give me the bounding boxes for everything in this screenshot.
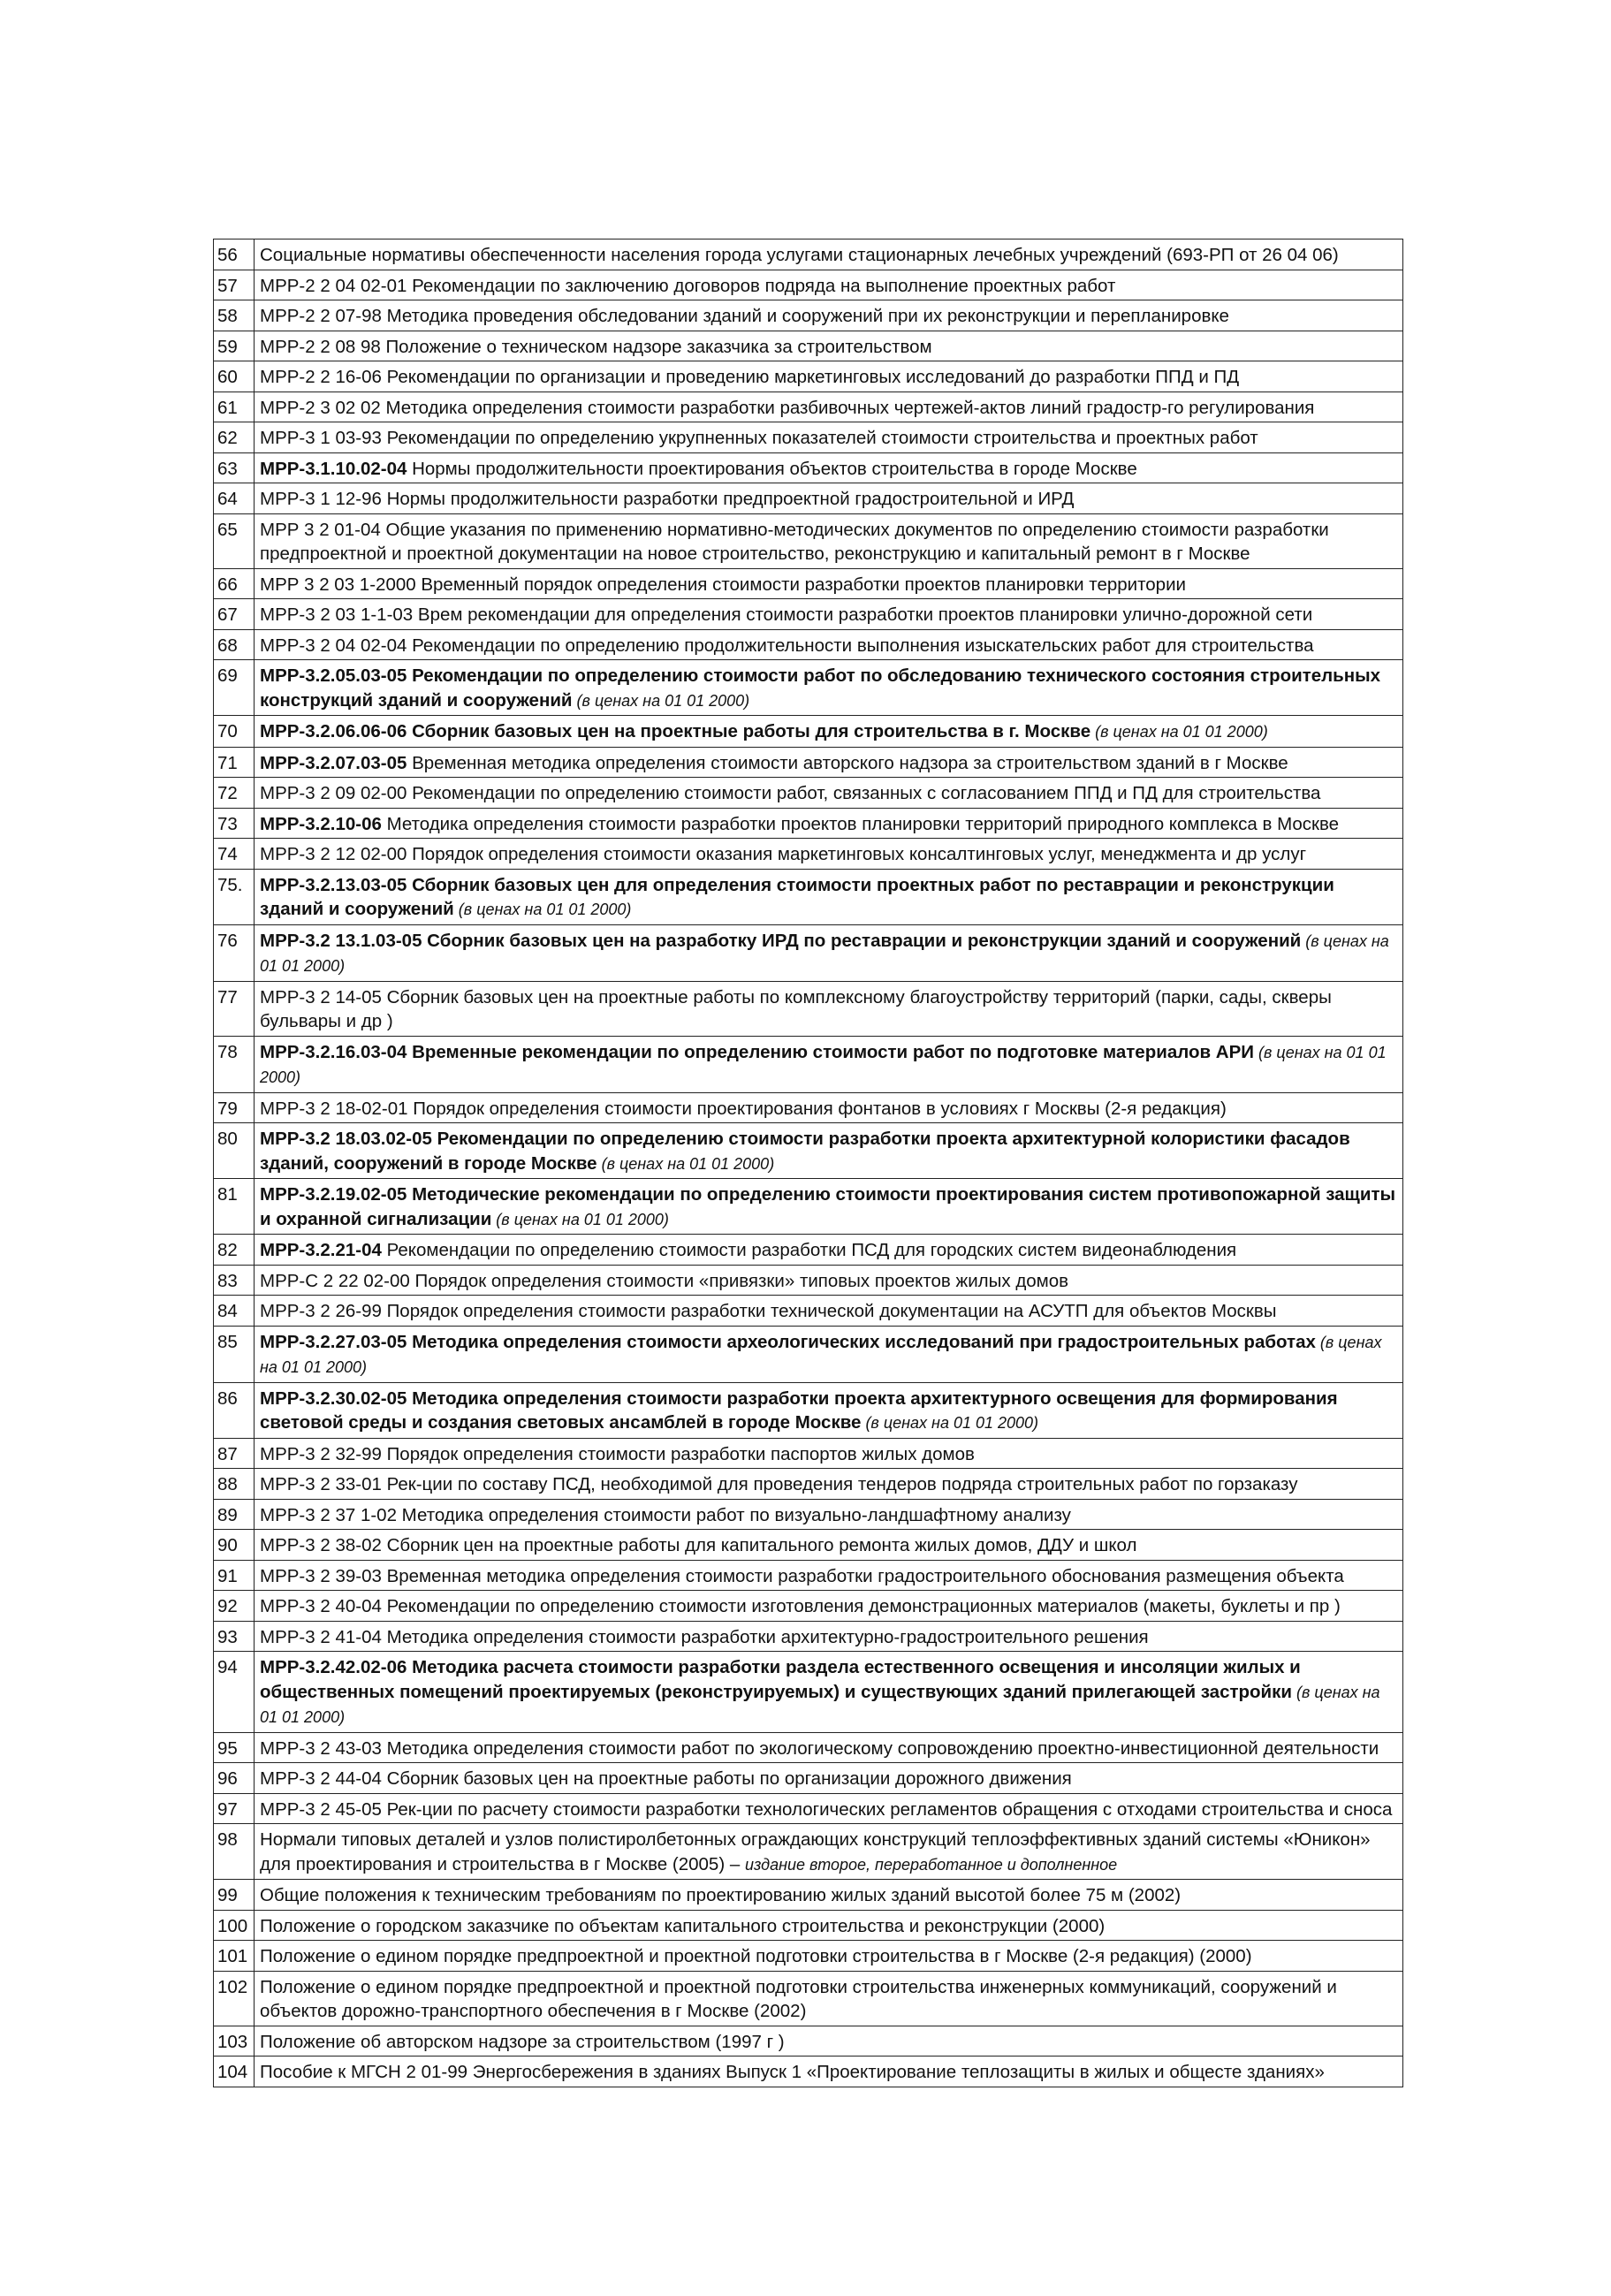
title-text: МРР-3.2.27.03-05 Методика определения стоимости археологических исследований при градостроительных работах xyxy=(260,1331,1316,1352)
table-row xyxy=(214,1499,1403,1530)
row-number: 87 xyxy=(214,1438,255,1469)
document-title xyxy=(255,1123,1403,1179)
document-title xyxy=(255,2026,1403,2057)
document-title xyxy=(255,422,1403,453)
document-title xyxy=(255,1824,1403,1880)
price-note: издание второе, переработанное и дополненное xyxy=(744,1855,1118,1874)
table-row xyxy=(214,331,1403,361)
table-row xyxy=(214,1036,1403,1092)
price-note: (в ценах на 01 01 2000) xyxy=(453,901,632,918)
title-text: Положение о городском заказчике по объектам капитального строительства и реконструкции (2000) xyxy=(260,1915,1106,1936)
title-text: МРР-3 2 09 02-00 Рекомендации по определению стоимости работ, связанных с согласованием ППД и ПД для строительства xyxy=(260,783,1321,803)
title-text: МРР-3 2 39-03 Временная методика определения стоимости разработки градостроительного обоснования размещения объекта xyxy=(260,1565,1344,1586)
title-text: Нормали типовых деталей и узлов полистиролбетонных ограждающих конструкций теплоэффективных зданий системы «Юникон» для проектирования и строительства в г Москве (2005) – xyxy=(260,1829,1371,1874)
document-title xyxy=(255,2057,1403,2087)
document-title xyxy=(255,270,1403,300)
row-number: 75. xyxy=(214,869,255,924)
row-number: 85 xyxy=(214,1326,255,1382)
row-number: 76 xyxy=(214,924,255,981)
row-number: 74 xyxy=(214,839,255,870)
table-row xyxy=(214,270,1403,300)
document-title xyxy=(255,1499,1403,1530)
document-title xyxy=(255,1652,1403,1733)
title-text: Положение о едином порядке предпроектной и проектной подготовки строительства инженерных коммуникаций, сооружений и объектов дорожно-транспортного обеспечения в г Москве (2002) xyxy=(260,1976,1337,2021)
table-row xyxy=(214,361,1403,392)
document-title xyxy=(255,392,1403,422)
title-text: МРР-3.2.16.03-04 Временные рекомендации по определению стоимости работ по подготовке материалов АРИ xyxy=(260,1041,1255,1062)
table-row xyxy=(214,300,1403,331)
table-row xyxy=(214,1326,1403,1382)
row-number: 86 xyxy=(214,1382,255,1438)
title-text: Общие положения к техническим требованиям по проектированию жилых зданий высотой более 75 м (2002) xyxy=(260,1885,1182,1905)
document-title xyxy=(255,808,1403,839)
document-title xyxy=(255,483,1403,514)
row-number: 57 xyxy=(214,270,255,300)
table-row xyxy=(214,422,1403,453)
table-row xyxy=(214,1591,1403,1622)
title-text: МРР-3 2 04 02-04 Рекомендации по определению продолжительности выполнения изыскательских работ для строительства xyxy=(260,635,1314,656)
row-number: 65 xyxy=(214,513,255,568)
document-title xyxy=(255,1092,1403,1123)
title-text: Нормы продолжительности проектирования объектов строительства в городе Москве xyxy=(407,458,1137,479)
table-row xyxy=(214,568,1403,599)
row-number: 91 xyxy=(214,1560,255,1591)
title-text: Пособие к МГСН 2 01-99 Энергосбережения в зданиях Выпуск 1 «Проектирование теплозащиты в жилых и общесте зданиях» xyxy=(260,2062,1325,2082)
document-title xyxy=(255,513,1403,568)
document-title xyxy=(255,599,1403,630)
title-text: МРР-3 1 03-93 Рекомендации по определению укрупненных показателей стоимости строительства и проектных работ xyxy=(260,428,1258,448)
document-title xyxy=(255,1530,1403,1561)
row-number: 84 xyxy=(214,1296,255,1327)
table-row xyxy=(214,1732,1403,1763)
title-text: МРР-3.2.19.02-05 Методические рекомендации по определению стоимости проектирования систем противопожарной защиты и охранной сигнализации xyxy=(260,1184,1396,1229)
row-number: 104 xyxy=(214,2057,255,2087)
document-title xyxy=(255,1560,1403,1591)
row-number: 88 xyxy=(214,1469,255,1500)
title-text: МРР-3.2.21-04 xyxy=(260,1240,382,1260)
document-title xyxy=(255,1732,1403,1763)
document-title xyxy=(255,839,1403,870)
row-number: 62 xyxy=(214,422,255,453)
title-text: МРР-3 2 03 1-1-03 Врем рекомендации для определения стоимости разработки проектов планировки улично-дорожной сети xyxy=(260,604,1313,625)
title-text: МРР-3 2 33-01 Рек-ции по составу ПСД, необходимой для проведения тендеров подряда строительных работ по горзаказу xyxy=(260,1474,1298,1494)
document-title xyxy=(255,1265,1403,1296)
table-row xyxy=(214,747,1403,778)
table-row xyxy=(214,1971,1403,2026)
document-title xyxy=(255,629,1403,660)
title-text: Положение о едином порядке предпроектной и проектной подготовки строительства в г Москве (2-я редакция) (2000) xyxy=(260,1946,1252,1966)
document-title xyxy=(255,981,1403,1036)
table-row xyxy=(214,716,1403,748)
row-number: 92 xyxy=(214,1591,255,1622)
row-number: 66 xyxy=(214,568,255,599)
document-title xyxy=(255,300,1403,331)
title-text: МРР-2 2 08 98 Положение о техническом надзоре заказчика за строительством xyxy=(260,336,932,357)
document-title xyxy=(255,1438,1403,1469)
document-title xyxy=(255,1326,1403,1382)
row-number: 81 xyxy=(214,1179,255,1235)
row-number: 90 xyxy=(214,1530,255,1561)
table-row xyxy=(214,924,1403,981)
table-row xyxy=(214,1560,1403,1591)
document-title xyxy=(255,239,1403,270)
document-title xyxy=(255,1591,1403,1622)
table-row xyxy=(214,778,1403,809)
table-row xyxy=(214,1092,1403,1123)
row-number: 68 xyxy=(214,629,255,660)
row-number: 80 xyxy=(214,1123,255,1179)
title-text: МРР-3 2 14-05 Сборник базовых цен на проектные работы по комплексному благоустройству территорий (парки, сады, скверы бульвары и др ) xyxy=(260,986,1332,1031)
title-text: МРР-3 2 45-05 Рек-ции по расчету стоимости разработки технологических регламентов обращения с отходами строительства и сноса xyxy=(260,1798,1393,1820)
price-note: (в ценах на 01 01 2000) xyxy=(572,691,750,710)
title-text: Социальные нормативы обеспеченности населения города услугами стационарных лечебных учреждений (693-РП от 26 04 06) xyxy=(260,245,1339,265)
table-row xyxy=(214,513,1403,568)
table-row xyxy=(214,1910,1403,1941)
table-row xyxy=(214,1296,1403,1327)
table-row xyxy=(214,981,1403,1036)
row-number: 59 xyxy=(214,331,255,361)
price-note: (в ценах на 01 01 2000) xyxy=(861,1414,1039,1432)
document-title xyxy=(255,1469,1403,1500)
title-text: МРР-2 2 04 02-01 Рекомендации по заключению договоров подряда на выполнение проектных работ xyxy=(260,275,1116,296)
row-number: 64 xyxy=(214,483,255,514)
document-title xyxy=(255,568,1403,599)
title-text: МРР-3 2 32-99 Порядок определения стоимости разработки паспортов жилых домов xyxy=(260,1443,975,1464)
table-row xyxy=(214,1235,1403,1266)
row-number: 95 xyxy=(214,1732,255,1763)
document-title xyxy=(255,660,1403,716)
price-note: (в ценах на 01 01 2000) xyxy=(597,1154,775,1173)
row-number: 69 xyxy=(214,660,255,716)
table-row xyxy=(214,1179,1403,1235)
title-text: МРР-3 2 44-04 Сборник базовых цен на проектные работы по организации дорожного движения xyxy=(260,1768,1072,1789)
title-text: МРР-3 2 43-03 Методика определения стоимости работ по экологическому сопровождению проектно-инвестиционной деятельности xyxy=(260,1737,1379,1759)
row-number: 99 xyxy=(214,1880,255,1911)
price-note: (в ценах на 01 01 2000) xyxy=(260,931,1389,975)
title-text: МРР-3 2 41-04 Методика определения стоимости разработки архитектурно-градостроительного решения xyxy=(260,1626,1149,1647)
document-title xyxy=(255,1880,1403,1911)
title-text: Временная методика определения стоимости авторского надзора за строительством зданий в г Москве xyxy=(407,752,1288,773)
title-text: МРР-3.2.06.06-06 Сборник базовых цен на проектные работы для строительства в г. Москве xyxy=(260,721,1091,741)
title-text: Методика определения стоимости разработки проектов планировки территорий природного комплекса в Москве xyxy=(381,813,1340,834)
title-text: МРР-3.1.10.02-04 xyxy=(260,458,407,479)
row-number: 79 xyxy=(214,1092,255,1123)
title-text: МРР-3 2 18-02-01 Порядок определения стоимости проектирования фонтанов в условиях г Москвы (2-я редакция) xyxy=(260,1098,1227,1119)
row-number: 60 xyxy=(214,361,255,392)
document-title xyxy=(255,1621,1403,1652)
table-row xyxy=(214,1652,1403,1733)
title-text: МРР-2 3 02 02 Методика определения стоимости разработки разбивочных чертежей-актов линий градостр-го регулирования xyxy=(260,397,1315,418)
row-number: 103 xyxy=(214,2026,255,2057)
title-text: Рекомендации по определению стоимости разработки ПСД для городских систем видеонаблюдения xyxy=(381,1240,1237,1260)
title-text: МРР-3.2.30.02-05 Методика определения стоимости разработки проекта архитектурного освещения для формирования световой среды и создания световых ансамблей в городе Москве xyxy=(260,1387,1338,1433)
title-text: МРР-3 1 12-96 Нормы продолжительности разработки предпроектной градостроительной и ИРД xyxy=(260,489,1075,509)
row-number: 63 xyxy=(214,452,255,483)
document-title xyxy=(255,1910,1403,1941)
table-row xyxy=(214,452,1403,483)
row-number: 61 xyxy=(214,392,255,422)
document-title xyxy=(255,1941,1403,1972)
row-number: 58 xyxy=(214,300,255,331)
table-row xyxy=(214,1469,1403,1500)
row-number: 71 xyxy=(214,747,255,778)
table-row xyxy=(214,1824,1403,1880)
row-number: 82 xyxy=(214,1235,255,1266)
document-title xyxy=(255,924,1403,981)
table-row xyxy=(214,2057,1403,2087)
title-text: МРР-С 2 22 02-00 Порядок определения стоимости «привязки» типовых проектов жилых домов xyxy=(260,1270,1069,1291)
row-number: 67 xyxy=(214,599,255,630)
table-row xyxy=(214,1265,1403,1296)
table-row xyxy=(214,1123,1403,1179)
table-row xyxy=(214,1880,1403,1911)
document-title xyxy=(255,452,1403,483)
title-text: МРР-3.2.10-06 xyxy=(260,813,382,834)
table-row xyxy=(214,629,1403,660)
row-number: 100 xyxy=(214,1910,255,1941)
document-title xyxy=(255,778,1403,809)
table-row xyxy=(214,1438,1403,1469)
table-row xyxy=(214,1382,1403,1438)
title-text: МРР-3 2 37 1-02 Методика определения стоимости работ по визуально-ландшафтному анализу xyxy=(260,1504,1071,1525)
document-title xyxy=(255,1793,1403,1824)
document-title xyxy=(255,1763,1403,1794)
table-row xyxy=(214,392,1403,422)
table-row xyxy=(214,1763,1403,1794)
title-text: МРР-3.2.13.03-05 Сборник базовых цен для определения стоимости проектных работ по реставрации и реконструкции зданий и сооружений xyxy=(260,874,1334,919)
row-number: 101 xyxy=(214,1941,255,1972)
document-title xyxy=(255,869,1403,924)
document-title xyxy=(255,1036,1403,1092)
title-text: МРР 3 2 03 1-2000 Временный порядок определения стоимости разработки проектов планировки территории xyxy=(260,574,1186,595)
title-text: МРР-3 2 12 02-00 Порядок определения стоимости оказания маркетинговых консалтинговых услуг, менеджмента и др услуг xyxy=(260,844,1307,864)
row-number: 97 xyxy=(214,1793,255,1824)
row-number: 56 xyxy=(214,239,255,270)
title-text: МРР-3.2.05.03-05 Рекомендации по определению стоимости работ по обследованию технического состояния строительных конструкций зданий и сооружений xyxy=(260,665,1381,711)
price-note: (в ценах на 01 01 2000) xyxy=(260,1043,1387,1086)
title-text: МРР-3 2 38-02 Сборник цен на проектные работы для капитального ремонта жилых домов, ДДУ и школ xyxy=(260,1535,1137,1555)
title-text: МРР-3 2 26-99 Порядок определения стоимости разработки технической документации на АСУТП для объектов Москвы xyxy=(260,1301,1277,1321)
document-title xyxy=(255,361,1403,392)
document-title xyxy=(255,716,1403,748)
table-row xyxy=(214,483,1403,514)
table-row xyxy=(214,1621,1403,1652)
table-row xyxy=(214,1530,1403,1561)
title-text: МРР-3.2.07.03-05 xyxy=(260,752,407,773)
title-text: МРР-3.2.42.02-06 Методика расчета стоимости разработки раздела естественного освещения и инсоляции жилых и общественных помещений проектируемых (реконструируемых) и существующих зданий прилегающей застройки xyxy=(260,1657,1301,1702)
row-number: 77 xyxy=(214,981,255,1036)
document-title xyxy=(255,331,1403,361)
row-number: 73 xyxy=(214,808,255,839)
price-note: (в ценах на 01 01 2000) xyxy=(260,1333,1382,1376)
table-row xyxy=(214,660,1403,716)
title-text: МРР-3 2 40-04 Рекомендации по определению стоимости изготовления демонстрационных материалов (макеты, буклеты и пр ) xyxy=(260,1596,1341,1616)
document-title xyxy=(255,1971,1403,2026)
document-title xyxy=(255,1296,1403,1327)
table-row xyxy=(214,599,1403,630)
table-row xyxy=(214,869,1403,924)
table-row xyxy=(214,808,1403,839)
row-number: 70 xyxy=(214,716,255,748)
document-title xyxy=(255,747,1403,778)
row-number: 78 xyxy=(214,1036,255,1092)
row-number: 89 xyxy=(214,1499,255,1530)
title-text: МРР-2 2 07-98 Методика проведения обследовании зданий и сооружений при их реконструкции и перепланировке xyxy=(260,306,1229,326)
row-number: 94 xyxy=(214,1652,255,1733)
title-text: МРР 3 2 01-04 Общие указания по применению нормативно-методических документов по определению стоимости разработки предпроектной и проектной документации на новое строительство, реконструкцию и капитальный ремонт в г Москве xyxy=(260,519,1329,564)
document-title xyxy=(255,1235,1403,1266)
table-row xyxy=(214,1941,1403,1972)
price-note: (в ценах на 01 01 2000) xyxy=(1090,723,1268,741)
title-text: МРР-3.2 18.03.02-05 Рекомендации по определению стоимости разработки проекта архитектурной колористики фасадов зданий, сооружений в городе Москве xyxy=(260,1129,1350,1174)
normative-documents-table xyxy=(213,239,1403,2087)
row-number: 102 xyxy=(214,1971,255,2026)
row-number: 96 xyxy=(214,1763,255,1794)
table-row xyxy=(214,1793,1403,1824)
price-note: (в ценах на 01 01 2000) xyxy=(260,1683,1380,1726)
document-title xyxy=(255,1382,1403,1438)
title-text: МРР-3.2 13.1.03-05 Сборник базовых цен на разработку ИРД по реставрации и реконструкции зданий и сооружений xyxy=(260,930,1302,951)
row-number: 93 xyxy=(214,1621,255,1652)
price-note: (в ценах на 01 01 2000) xyxy=(491,1210,669,1228)
table-row xyxy=(214,2026,1403,2057)
title-text: Положение об авторском надзоре за строительством (1997 г ) xyxy=(260,2031,785,2052)
title-text: МРР-2 2 16-06 Рекомендации по организации и проведению маркетинговых исследований до разработки ППД и ПД xyxy=(260,367,1240,387)
row-number: 72 xyxy=(214,778,255,809)
document-title xyxy=(255,1179,1403,1235)
row-number: 83 xyxy=(214,1265,255,1296)
row-number: 98 xyxy=(214,1824,255,1880)
table-row xyxy=(214,239,1403,270)
table-row xyxy=(214,839,1403,870)
